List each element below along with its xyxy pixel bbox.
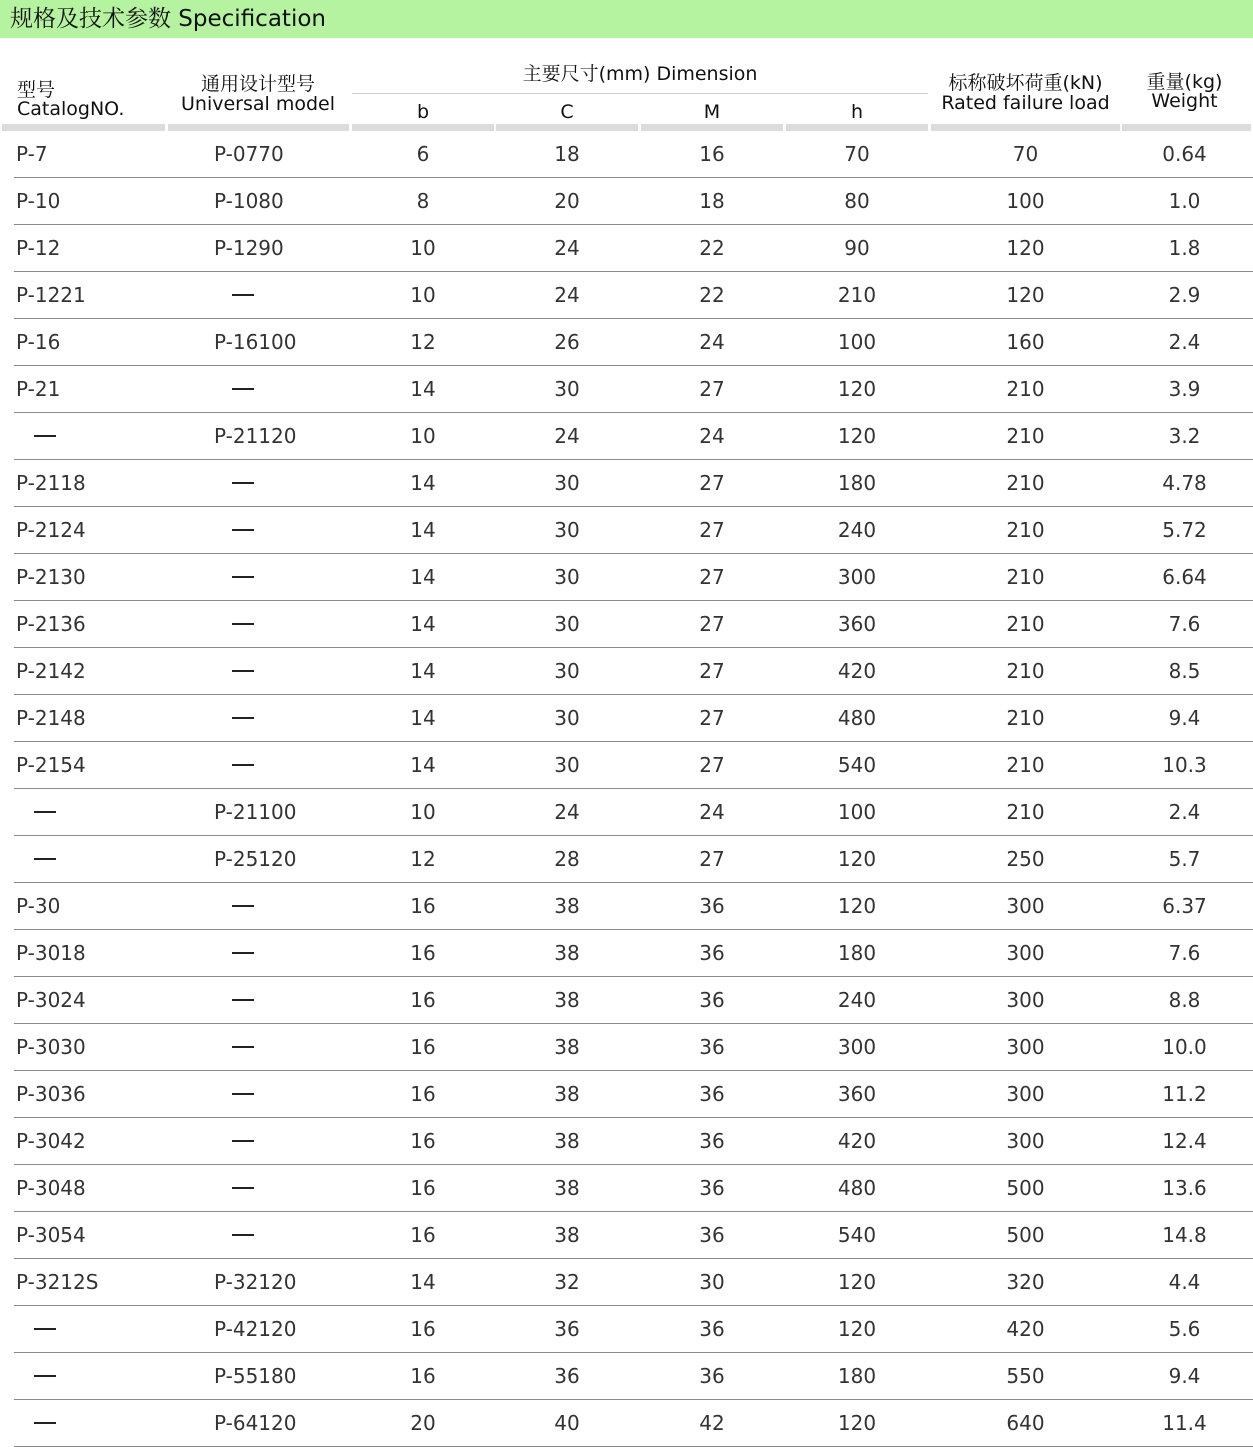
- cell-load: 210: [1006, 800, 1045, 824]
- cell-h: 120: [837, 377, 877, 401]
- cell-m: 24: [699, 330, 725, 354]
- header-rule-m: [641, 124, 783, 131]
- cell-catalog-dash: [34, 858, 56, 860]
- header-b: b: [416, 101, 430, 123]
- cell-b: 14: [410, 377, 436, 401]
- cell-b: 16: [410, 1317, 436, 1341]
- header-weight-cn: 重量(kg): [1146, 71, 1223, 93]
- cell-universal-dash: [232, 1093, 254, 1095]
- cell-weight: 1.8: [1168, 236, 1201, 260]
- cell-c: 28: [554, 847, 580, 871]
- header-rule-h: [786, 124, 928, 131]
- header-rule-weight: [1122, 124, 1251, 131]
- cell-universal: P-55180: [214, 1364, 297, 1388]
- cell-universal: P-1080: [214, 189, 284, 213]
- cell-h: 480: [837, 1176, 877, 1200]
- cell-c: 32: [554, 1270, 580, 1294]
- table-row: [0, 977, 1253, 1024]
- cell-b: 10: [410, 424, 436, 448]
- cell-weight: 9.4: [1168, 1364, 1201, 1388]
- table-row: [0, 225, 1253, 272]
- cell-h: 120: [837, 1411, 877, 1435]
- cell-m: 36: [699, 988, 725, 1012]
- cell-c: 38: [554, 1223, 580, 1247]
- table-row: [0, 272, 1253, 319]
- cell-weight: 7.6: [1168, 612, 1201, 636]
- cell-c: 38: [554, 1082, 580, 1106]
- cell-m: 36: [699, 1176, 725, 1200]
- cell-load: 320: [1006, 1270, 1045, 1294]
- cell-weight: 8.8: [1168, 988, 1201, 1012]
- cell-m: 18: [699, 189, 725, 213]
- cell-m: 27: [699, 471, 725, 495]
- cell-catalog-dash: [34, 1375, 56, 1377]
- cell-c: 30: [554, 659, 580, 683]
- cell-c: 38: [554, 988, 580, 1012]
- cell-load: 120: [1006, 283, 1045, 307]
- cell-catalog: P-7: [16, 142, 48, 166]
- cell-load: 640: [1006, 1411, 1045, 1435]
- cell-catalog: P-2124: [16, 518, 86, 542]
- cell-b: 16: [410, 1035, 436, 1059]
- cell-b: 12: [410, 330, 436, 354]
- cell-universal-dash: [232, 717, 254, 719]
- cell-universal-dash: [232, 482, 254, 484]
- table-row: [0, 695, 1253, 742]
- cell-weight: 14.8: [1162, 1223, 1207, 1247]
- cell-h: 80: [844, 189, 870, 213]
- cell-h: 360: [837, 612, 877, 636]
- header-load-en: Rated failure load: [941, 92, 1110, 114]
- cell-b: 14: [410, 471, 436, 495]
- cell-catalog: P-3030: [16, 1035, 86, 1059]
- table-row: [0, 648, 1253, 695]
- cell-c: 38: [554, 1176, 580, 1200]
- cell-b: 8: [416, 189, 430, 213]
- cell-h: 360: [837, 1082, 877, 1106]
- table-row: [0, 883, 1253, 930]
- cell-catalog-dash: [34, 1422, 56, 1424]
- cell-universal-dash: [232, 529, 254, 531]
- cell-catalog: P-3042: [16, 1129, 86, 1153]
- cell-m: 27: [699, 847, 725, 871]
- cell-h: 240: [837, 518, 877, 542]
- table-row: [0, 601, 1253, 648]
- header-catalog-cn: 型号: [17, 79, 56, 101]
- cell-h: 300: [837, 565, 877, 589]
- cell-universal-dash: [232, 623, 254, 625]
- cell-b: 16: [410, 1082, 436, 1106]
- cell-universal-dash: [232, 905, 254, 907]
- cell-universal-dash: [232, 999, 254, 1001]
- cell-weight: 0.64: [1162, 142, 1207, 166]
- cell-catalog: P-2154: [16, 753, 86, 777]
- cell-catalog: P-12: [16, 236, 61, 260]
- cell-c: 30: [554, 706, 580, 730]
- cell-catalog: P-2148: [16, 706, 86, 730]
- header-rule-c: [496, 124, 638, 131]
- cell-c: 24: [554, 424, 580, 448]
- cell-load: 210: [1006, 471, 1045, 495]
- header-universal-cn: 通用设计型号: [200, 73, 315, 95]
- table-row: [0, 789, 1253, 836]
- cell-weight: 7.6: [1168, 941, 1201, 965]
- cell-weight: 10.0: [1162, 1035, 1207, 1059]
- cell-b: 20: [410, 1411, 436, 1435]
- cell-weight: 2.4: [1168, 800, 1201, 824]
- cell-b: 16: [410, 1129, 436, 1153]
- cell-m: 36: [699, 1223, 725, 1247]
- cell-catalog-dash: [34, 811, 56, 813]
- header-m: M: [703, 101, 721, 123]
- header-rule-universal: [168, 124, 349, 131]
- cell-h: 70: [844, 142, 870, 166]
- cell-universal: P-32120: [214, 1270, 297, 1294]
- cell-load: 70: [1012, 142, 1039, 166]
- cell-universal: P-25120: [214, 847, 297, 871]
- cell-universal: P-1290: [214, 236, 284, 260]
- cell-c: 38: [554, 1035, 580, 1059]
- cell-load: 420: [1006, 1317, 1045, 1341]
- cell-h: 120: [837, 894, 877, 918]
- table-row: [0, 366, 1253, 413]
- cell-b: 16: [410, 988, 436, 1012]
- cell-m: 16: [699, 142, 725, 166]
- cell-m: 27: [699, 659, 725, 683]
- cell-h: 120: [837, 1270, 877, 1294]
- cell-weight: 12.4: [1162, 1129, 1207, 1153]
- cell-weight: 6.64: [1162, 565, 1207, 589]
- cell-b: 10: [410, 800, 436, 824]
- cell-b: 14: [410, 612, 436, 636]
- cell-universal: P-0770: [214, 142, 284, 166]
- cell-m: 36: [699, 1317, 725, 1341]
- cell-load: 300: [1006, 1129, 1045, 1153]
- cell-h: 210: [837, 283, 877, 307]
- cell-load: 210: [1006, 659, 1045, 683]
- cell-weight: 11.4: [1162, 1411, 1207, 1435]
- cell-b: 16: [410, 941, 436, 965]
- cell-load: 210: [1006, 377, 1045, 401]
- cell-load: 210: [1006, 518, 1045, 542]
- cell-load: 300: [1006, 1035, 1045, 1059]
- cell-universal-dash: [232, 764, 254, 766]
- cell-b: 10: [410, 236, 436, 260]
- table-row: [0, 836, 1253, 883]
- cell-m: 27: [699, 706, 725, 730]
- cell-c: 24: [554, 236, 580, 260]
- table-row: [0, 554, 1253, 601]
- cell-h: 420: [837, 659, 877, 683]
- cell-weight: 6.37: [1162, 894, 1207, 918]
- header-rule-b: [352, 124, 494, 131]
- cell-b: 16: [410, 894, 436, 918]
- cell-c: 30: [554, 612, 580, 636]
- header-h: h: [850, 101, 864, 123]
- cell-m: 36: [699, 1082, 725, 1106]
- title-bar: [0, 0, 1253, 38]
- cell-weight: 5.6: [1168, 1317, 1201, 1341]
- cell-b: 14: [410, 659, 436, 683]
- cell-m: 36: [699, 894, 725, 918]
- cell-universal-dash: [232, 294, 254, 296]
- cell-m: 24: [699, 800, 725, 824]
- cell-catalog: P-2118: [16, 471, 86, 495]
- cell-catalog: P-3212S: [16, 1270, 99, 1294]
- cell-catalog: P-3024: [16, 988, 86, 1012]
- cell-weight: 5.7: [1168, 847, 1201, 871]
- cell-b: 16: [410, 1223, 436, 1247]
- cell-weight: 2.4: [1168, 330, 1201, 354]
- cell-load: 250: [1006, 847, 1045, 871]
- cell-universal-dash: [232, 388, 254, 390]
- cell-m: 22: [699, 236, 725, 260]
- cell-h: 180: [837, 941, 877, 965]
- cell-load: 160: [1006, 330, 1045, 354]
- cell-h: 540: [837, 1223, 877, 1247]
- cell-b: 14: [410, 1270, 436, 1294]
- cell-catalog: P-21: [16, 377, 61, 401]
- header-catalog-en: CatalogNO.: [17, 98, 125, 120]
- cell-m: 27: [699, 518, 725, 542]
- cell-c: 36: [554, 1317, 580, 1341]
- cell-h: 240: [837, 988, 877, 1012]
- cell-universal-dash: [232, 1140, 254, 1142]
- cell-universal-dash: [232, 1187, 254, 1189]
- cell-b: 10: [410, 283, 436, 307]
- cell-weight: 3.9: [1168, 377, 1201, 401]
- cell-catalog: P-2136: [16, 612, 86, 636]
- cell-catalog-dash: [34, 1328, 56, 1330]
- cell-load: 210: [1006, 612, 1045, 636]
- cell-m: 24: [699, 424, 725, 448]
- cell-load: 210: [1006, 565, 1045, 589]
- cell-catalog-dash: [34, 435, 56, 437]
- table-row: [0, 1353, 1253, 1400]
- cell-c: 24: [554, 800, 580, 824]
- header-weight-en: Weight: [1151, 90, 1218, 112]
- cell-load: 300: [1006, 988, 1045, 1012]
- header-load-cn: 标称破坏荷重(kN): [948, 72, 1103, 94]
- cell-c: 30: [554, 518, 580, 542]
- cell-universal-dash: [232, 670, 254, 672]
- table-row: [0, 1071, 1253, 1118]
- table-row: [0, 1024, 1253, 1071]
- page-title: 规格及技术参数 Specification: [10, 6, 326, 32]
- cell-universal-dash: [232, 1046, 254, 1048]
- cell-h: 300: [837, 1035, 877, 1059]
- cell-h: 100: [837, 330, 877, 354]
- cell-universal: P-16100: [214, 330, 297, 354]
- cell-load: 210: [1006, 424, 1045, 448]
- cell-weight: 9.4: [1168, 706, 1201, 730]
- table-row: [0, 1118, 1253, 1165]
- cell-m: 36: [699, 941, 725, 965]
- cell-c: 30: [554, 753, 580, 777]
- table-row: [0, 1400, 1253, 1447]
- table-row: [0, 930, 1253, 977]
- cell-b: 14: [410, 706, 436, 730]
- cell-load: 210: [1006, 753, 1045, 777]
- cell-c: 38: [554, 941, 580, 965]
- cell-h: 420: [837, 1129, 877, 1153]
- cell-b: 14: [410, 518, 436, 542]
- cell-catalog: P-2130: [16, 565, 86, 589]
- cell-c: 30: [554, 471, 580, 495]
- cell-catalog: P-1221: [16, 283, 86, 307]
- cell-catalog: P-2142: [16, 659, 86, 683]
- cell-catalog: P-16: [16, 330, 61, 354]
- cell-load: 500: [1006, 1176, 1045, 1200]
- table-row: [0, 1165, 1253, 1212]
- cell-b: 6: [416, 142, 430, 166]
- cell-c: 36: [554, 1364, 580, 1388]
- table-row: [0, 131, 1253, 178]
- cell-load: 300: [1006, 1082, 1045, 1106]
- table-row: [0, 1212, 1253, 1259]
- header-dimension: 主要尺寸(mm) Dimension: [522, 63, 758, 85]
- cell-h: 540: [837, 753, 877, 777]
- cell-h: 90: [844, 236, 870, 260]
- cell-b: 14: [410, 753, 436, 777]
- cell-h: 100: [837, 800, 877, 824]
- table-row: [0, 742, 1253, 789]
- cell-catalog: P-3054: [16, 1223, 86, 1247]
- cell-m: 27: [699, 753, 725, 777]
- table-row: [0, 507, 1253, 554]
- cell-load: 500: [1006, 1223, 1045, 1247]
- cell-h: 120: [837, 424, 877, 448]
- cell-m: 27: [699, 565, 725, 589]
- cell-m: 30: [699, 1270, 725, 1294]
- cell-catalog: P-10: [16, 189, 61, 213]
- table-row: [0, 1306, 1253, 1353]
- cell-m: 36: [699, 1364, 725, 1388]
- header-universal-en: Universal model: [181, 93, 335, 115]
- cell-weight: 13.6: [1162, 1176, 1207, 1200]
- cell-h: 120: [837, 1317, 877, 1341]
- cell-universal-dash: [232, 576, 254, 578]
- cell-b: 16: [410, 1176, 436, 1200]
- cell-b: 14: [410, 565, 436, 589]
- cell-m: 22: [699, 283, 725, 307]
- cell-weight: 11.2: [1162, 1082, 1207, 1106]
- cell-catalog: P-3036: [16, 1082, 86, 1106]
- header-c: C: [560, 101, 574, 123]
- cell-universal: P-21100: [214, 800, 297, 824]
- cell-load: 300: [1006, 941, 1045, 965]
- table-row: [0, 178, 1253, 225]
- cell-weight: 1.0: [1168, 189, 1201, 213]
- cell-c: 30: [554, 377, 580, 401]
- table-row: [0, 319, 1253, 366]
- cell-c: 18: [554, 142, 580, 166]
- cell-c: 30: [554, 565, 580, 589]
- cell-h: 180: [837, 1364, 877, 1388]
- table-row: [0, 413, 1253, 460]
- cell-weight: 2.9: [1168, 283, 1201, 307]
- cell-weight: 10.3: [1162, 753, 1207, 777]
- cell-h: 480: [837, 706, 877, 730]
- cell-c: 26: [554, 330, 580, 354]
- cell-load: 550: [1006, 1364, 1045, 1388]
- cell-m: 36: [699, 1035, 725, 1059]
- cell-load: 100: [1006, 189, 1045, 213]
- header-rule-load: [931, 124, 1120, 131]
- cell-m: 36: [699, 1129, 725, 1153]
- cell-universal-dash: [232, 952, 254, 954]
- cell-c: 24: [554, 283, 580, 307]
- cell-catalog: P-30: [16, 894, 61, 918]
- cell-weight: 4.4: [1168, 1270, 1201, 1294]
- cell-h: 180: [837, 471, 877, 495]
- cell-weight: 4.78: [1162, 471, 1207, 495]
- table-row: [0, 460, 1253, 507]
- cell-universal: P-21120: [214, 424, 297, 448]
- cell-h: 120: [837, 847, 877, 871]
- cell-universal: P-42120: [214, 1317, 297, 1341]
- cell-catalog: P-3018: [16, 941, 86, 965]
- cell-c: 40: [554, 1411, 580, 1435]
- cell-b: 16: [410, 1364, 436, 1388]
- dimension-rule: [352, 93, 928, 94]
- cell-universal-dash: [232, 1234, 254, 1236]
- cell-m: 27: [699, 612, 725, 636]
- cell-catalog: P-3048: [16, 1176, 86, 1200]
- cell-c: 20: [554, 189, 580, 213]
- cell-universal: P-64120: [214, 1411, 297, 1435]
- cell-weight: 8.5: [1168, 659, 1201, 683]
- cell-load: 300: [1006, 894, 1045, 918]
- table-row: [0, 1259, 1253, 1306]
- cell-load: 210: [1006, 706, 1045, 730]
- cell-weight: 5.72: [1162, 518, 1207, 542]
- cell-c: 38: [554, 894, 580, 918]
- cell-m: 27: [699, 377, 725, 401]
- cell-c: 38: [554, 1129, 580, 1153]
- cell-b: 12: [410, 847, 436, 871]
- cell-weight: 3.2: [1168, 424, 1201, 448]
- cell-load: 120: [1006, 236, 1045, 260]
- cell-m: 42: [699, 1411, 725, 1435]
- header-rule-catalog: [2, 124, 165, 131]
